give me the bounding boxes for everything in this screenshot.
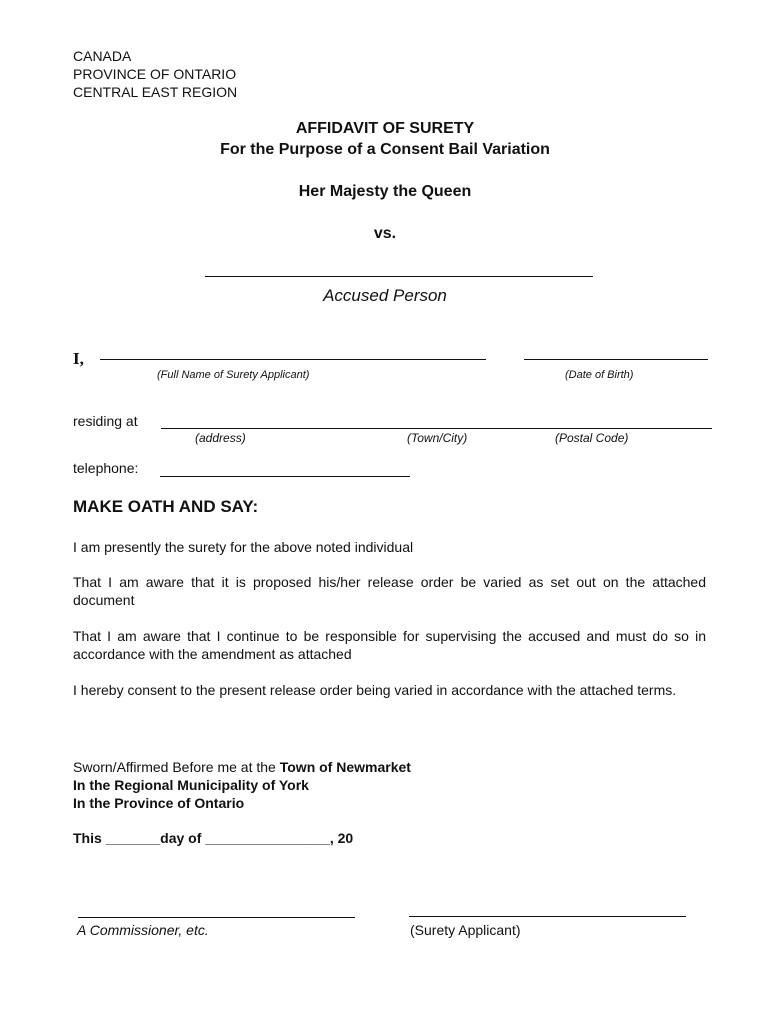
country: CANADA — [73, 48, 132, 64]
postal-code-caption: (Postal Code) — [555, 431, 629, 445]
versus-label: vs. — [373, 225, 397, 242]
full-name-caption: (Full Name of Surety Applicant) — [157, 369, 310, 381]
oath-heading: MAKE OATH AND SAY: — [73, 497, 259, 516]
town-city-caption: (Town/City) — [407, 431, 468, 445]
document-title: AFFIDAVIT OF SURETY — [295, 120, 475, 137]
jurisdiction-header — [73, 47, 237, 101]
address-line[interactable] — [161, 428, 712, 429]
sworn-date-line: This _______day of ________________, 20 — [73, 830, 354, 846]
telephone-label: telephone: — [73, 460, 139, 476]
date-of-birth-line[interactable] — [524, 359, 708, 360]
oath-paragraph-3: That I am aware that I continue to be responsible for supervising the accused and must do so in accordance with the amendment as attached — [73, 628, 706, 662]
full-name-line[interactable] — [100, 359, 486, 360]
sworn-prefix: Sworn/Affirmed Before me at the — [73, 759, 280, 775]
crown-party: Her Majesty the Queen — [298, 183, 472, 200]
commissioner-signature-line[interactable] — [78, 917, 355, 918]
telephone-line[interactable] — [160, 476, 410, 477]
oath-paragraph-1: I am presently the surety for the above noted individual — [73, 539, 414, 555]
residing-label: residing at — [73, 413, 138, 429]
dob-caption: (Date of Birth) — [565, 369, 634, 381]
province: PROVINCE OF ONTARIO — [73, 66, 237, 82]
commissioner-label: A Commissioner, etc. — [77, 922, 209, 938]
accused-name-line[interactable] — [205, 276, 593, 277]
accused-person-label: Accused Person — [323, 286, 447, 305]
oath-paragraph-2: That I am aware that it is proposed his/her release order be varied as set out on the attached document — [73, 574, 706, 608]
document-subtitle: For the Purpose of a Consent Bail Variation — [220, 141, 550, 158]
surety-signature-line[interactable] — [409, 916, 686, 917]
sworn-line-1 — [73, 758, 411, 776]
surety-label: (Surety Applicant) — [410, 922, 521, 938]
region: CENTRAL EAST REGION — [73, 84, 238, 100]
sworn-block — [73, 758, 411, 812]
sworn-province: In the Province of Ontario — [73, 795, 245, 811]
address-caption: (address) — [195, 431, 246, 445]
sworn-town: Town of Newmarket — [279, 759, 411, 775]
sworn-municipality: In the Regional Municipality of York — [73, 777, 309, 793]
oath-paragraph-4: I hereby consent to the present release order being varied in accordance with the attached terms. — [73, 682, 677, 698]
i-label: I, — [73, 349, 84, 368]
